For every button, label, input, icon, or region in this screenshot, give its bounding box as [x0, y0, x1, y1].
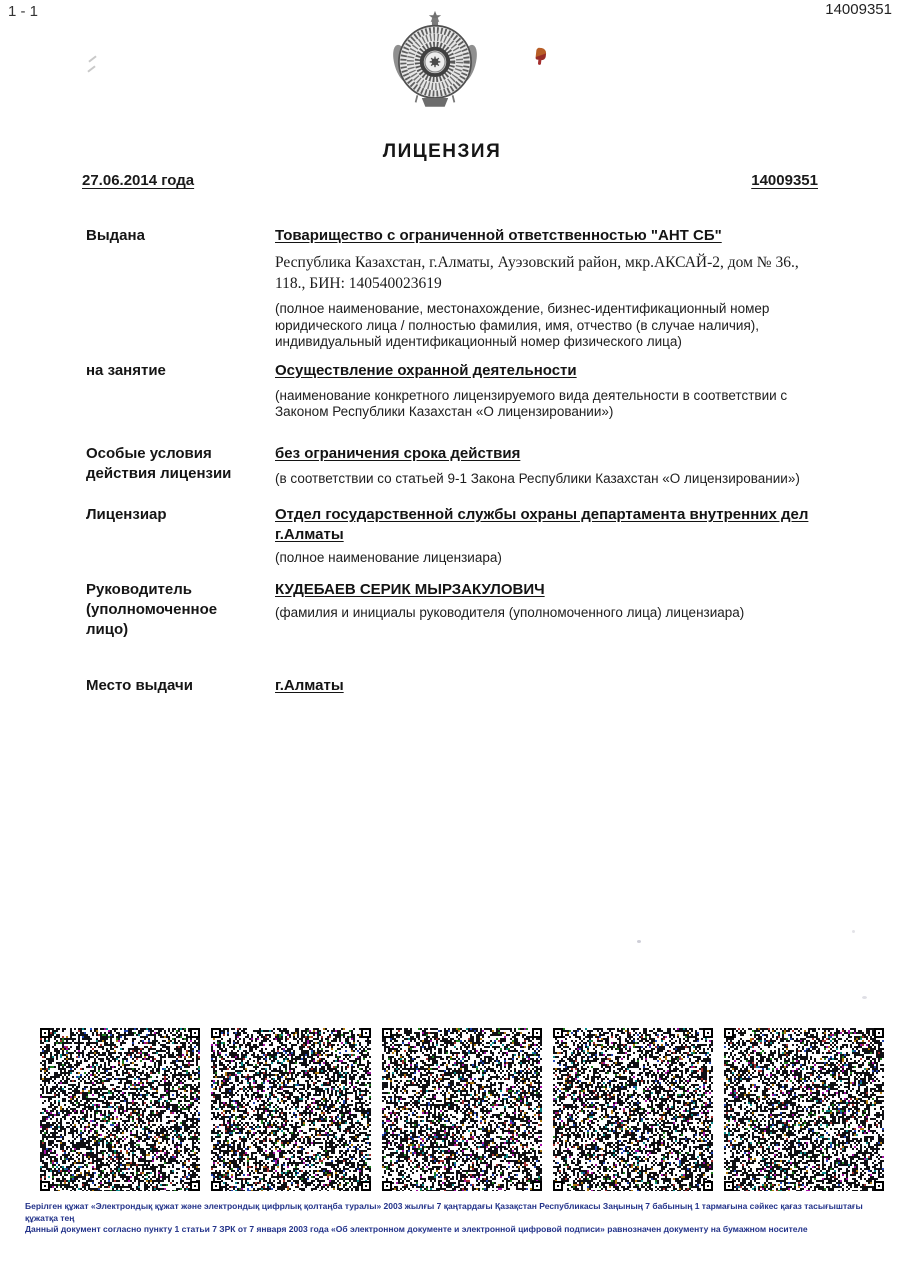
footer-line-russian: Данный документ согласно пункту 1 статьи 7 ЗРК от 7 января 2003 года «Об электронном документе и электронной цифровой подписи» равнозначен документу на бумажном носителе	[25, 1224, 808, 1234]
field-value-place-of-issue: г.Алматы	[275, 676, 344, 694]
barcode-block	[724, 1028, 884, 1191]
pencil-artifact	[86, 55, 100, 75]
field-value-licensor: Отдел государственной службы охраны департамента внутренних дел г.Алматы	[275, 506, 809, 543]
field-note: (полное наименование, местонахождение, бизнес-идентификационный номер юридического лица / полностью фамилия, имя, отчество (в случае наличия), индивидуальный идентификационный номер физического лица)	[275, 301, 770, 349]
field-row-activity	[86, 361, 818, 421]
document-title: ЛИЦЕНЗИЯ	[382, 141, 502, 162]
field-note: (в соответствии со статьей 9-1 Закона Республики Казахстан «О лицензировании»)	[275, 470, 800, 486]
issue-row	[82, 172, 818, 189]
field-value-licensee-name: Товарищество с ограниченной ответственностью "АНТ СБ"	[275, 227, 722, 244]
barcode-block	[382, 1028, 542, 1191]
field-note: (фамилия и инициалы руководителя (уполномоченного лица) лицензиара)	[275, 604, 745, 620]
field-label: Место выдачи	[86, 676, 193, 694]
field-label: Особые условия действия лицензии	[86, 444, 232, 482]
field-value-licensee-address: Республика Казахстан, г.Алматы, Ауэзовский район, мкр.АКСАЙ-2, дом № 36., 118., БИН: 140540023619	[275, 254, 799, 292]
field-row-head	[86, 580, 818, 640]
page-marker: 1 - 1	[8, 3, 39, 20]
field-row-licensor	[86, 505, 818, 567]
scan-artifact	[852, 930, 855, 933]
scan-artifact	[637, 940, 641, 943]
field-label: Выдана	[86, 227, 145, 244]
barcode-block	[553, 1028, 713, 1191]
field-value-head-name: КУДЕБАЕВ СЕРИК МЫРЗАКУЛОВИЧ	[275, 580, 545, 598]
issue-date: 27.06.2014 года	[82, 172, 195, 189]
license-number: 14009351	[751, 172, 818, 189]
field-label: Лицензиар	[86, 506, 167, 523]
red-ink-mark	[535, 48, 546, 61]
field-value-activity: Осуществление охранной деятельности	[275, 361, 577, 379]
field-note: (полное наименование лицензиара)	[275, 550, 502, 565]
kazakhstan-coat-of-arms-icon	[391, 8, 479, 114]
barcode-block	[211, 1028, 371, 1191]
barcode-strip	[40, 1028, 884, 1191]
field-label: на занятие	[86, 361, 166, 379]
footer-line-kazakh: Берілген құжат «Электрондық құжат және электрондық цифрлық қолтаңба туралы» 2003 жылғы 7 қаңтардағы Қазақстан Республикасы Заңының 7 бабының 1 тармағына сәйкес қағаз тасығыштағы құжатқа тең	[25, 1201, 863, 1223]
scan-artifact	[862, 996, 867, 999]
field-row-special-conditions	[86, 444, 818, 488]
barcode-block	[40, 1028, 200, 1191]
license-fields	[86, 226, 818, 696]
field-note: (наименование конкретного лицензируемого вида деятельности в соответствии с Законом Республики Казахстан «О лицензировании»)	[275, 387, 788, 419]
corner-license-number: 14009351	[825, 1, 892, 18]
field-row-place-of-issue	[86, 676, 818, 696]
field-row-issued-to	[86, 226, 818, 351]
field-value-special-conditions: без ограничения срока действия	[275, 444, 521, 462]
field-label: Руководитель (уполномоченное лицо)	[86, 580, 218, 638]
footer-legal	[25, 1201, 875, 1236]
